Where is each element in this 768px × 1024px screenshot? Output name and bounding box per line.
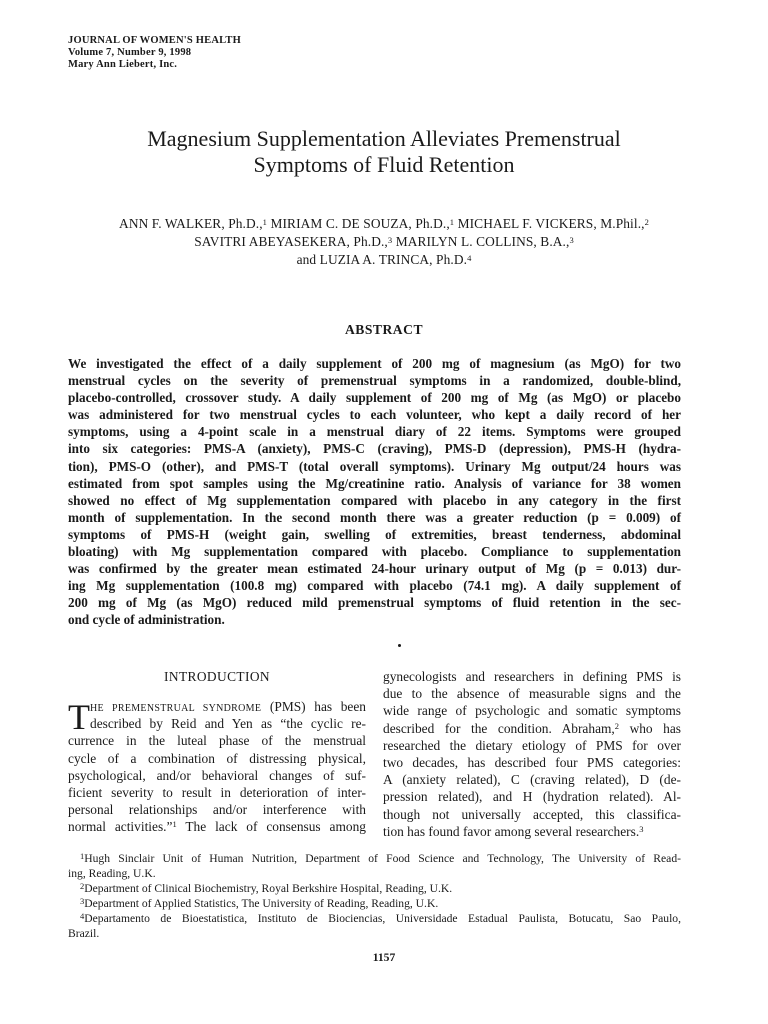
footnote-1 — [68, 851, 681, 866]
abstract-line: showed no effect of Mg supplementation compared with placebo in any category in the first — [68, 492, 681, 508]
affiliation-mark: 2 — [644, 217, 649, 227]
affiliation-mark: 1 — [449, 217, 455, 227]
intro-text: normal activities.” — [68, 819, 173, 835]
intro-opening — [68, 697, 366, 737]
footnote-mark: 2 — [80, 881, 85, 891]
title-line-1: Magnesium Supplementation Alleviates Premenstrual — [147, 126, 621, 151]
abstract-line: was confirmed by the greater mean estimated 24-hour urinary output of Mg (p = 0.013) dur- — [68, 561, 681, 577]
intro-line: psychological, and/or behavioral changes of suf- — [68, 767, 366, 783]
abstract-line: symptoms of PMS-H (weight gain, swelling of extremities, breast tenderness, abdominal — [68, 526, 681, 542]
author-abeyasekera: SAVITRI ABEYASEKERA, Ph.D., — [194, 234, 388, 249]
abstract-line: ing Mg supplementation (100.8 mg) compared with placebo (74.1 mg). A daily supplement of — [68, 578, 681, 594]
footnote-text: Department of Clinical Biochemistry, Royal Berkshire Hospital, Reading, U.K. — [84, 882, 453, 895]
intro-text: who has — [619, 720, 682, 736]
affiliation-mark: 3 — [387, 235, 393, 245]
author-de-souza: MIRIAM C. DE SOUZA, Ph.D., — [270, 216, 450, 231]
intro-text: The lack of consensus among — [176, 819, 366, 835]
intro-line-rest: (PMS) has been — [269, 699, 366, 714]
footnotes — [68, 851, 681, 941]
intro-line: described by Reid and Yen as “the cyclic re- — [90, 716, 366, 732]
abstract-line: was administered for two menstrual cycles to each volunteer, who kept a daily record of her — [68, 407, 681, 423]
footnote-1-cont: ing, Reading, U.K. — [68, 867, 156, 880]
intro-line: A (anxiety related), C (craving related), D (de- — [383, 772, 681, 788]
intro-line: wide range of psychologic and somatic symptoms — [383, 703, 681, 719]
intro-line — [68, 698, 366, 715]
journal-name: JOURNAL OF WOMEN'S HEALTH — [68, 35, 241, 46]
author-trinca: and LUZIA A. TRINCA, Ph.D. — [296, 252, 468, 267]
small-caps-text: HE PREMENSTRUAL SYNDROME — [90, 703, 262, 714]
abstract-line: estimated from spot samples using the Mg/creatinine ratio. Analysis of variance for 38 women — [68, 475, 681, 491]
footnote-text: Hugh Sinclair Unit of Human Nutrition, Department of Food Science and Technology, The University of Read- — [84, 852, 681, 865]
journal-publisher: Mary Ann Liebert, Inc. — [68, 59, 178, 70]
author-line-2 — [40, 233, 728, 251]
intro-line: gynecologists and researchers in defining PMS is — [383, 669, 681, 684]
title-line-2: Symptoms of Fluid Retention — [253, 152, 515, 177]
page-number: 1157 — [372, 951, 396, 964]
author-collins: MARILYN L. COLLINS, B.A., — [395, 234, 570, 249]
column-left — [68, 668, 366, 836]
footnote-mark: 3 — [80, 896, 85, 906]
intro-line: personal relationships and/or interference with — [68, 802, 366, 818]
journal-volume: Volume 7, Number 9, 1998 — [68, 47, 192, 58]
author-list — [40, 215, 728, 269]
footnote-4-cont: Brazil. — [68, 927, 100, 940]
abstract-line: into six categories: PMS-A (anxiety), PMS-C (craving), PMS-D (depression), PMS-H (hydra- — [68, 441, 681, 457]
abstract-line: bloating) with Mg supplementation compared with placebo. Compliance to supplementation — [68, 544, 681, 560]
abstract-heading: ABSTRACT — [344, 322, 424, 337]
affiliation-mark: 1 — [262, 217, 268, 227]
intro-text: described for the condition. Abraham, — [383, 720, 615, 736]
abstract-line: placebo-controlled, crossover study. A daily supplement of 200 mg of Mg (as MgO) or placebo — [68, 390, 681, 406]
journal-header — [68, 35, 241, 71]
abstract-line: month of supplementation. In the second month there was a greater reduction (p = 0.009) of — [68, 509, 681, 525]
introduction-heading: INTRODUCTION — [164, 669, 270, 684]
author-line-1 — [40, 215, 728, 233]
drop-cap: T — [68, 697, 90, 737]
paper-title — [40, 126, 728, 178]
abstract-line: 200 mg of Mg (as MgO) reduced mild premenstrual symptoms of fluid retention in the sec- — [68, 595, 681, 611]
author-line-3 — [40, 251, 728, 269]
footnote-3 — [68, 896, 681, 911]
intro-line: ficient severity to result in deterioration of inter- — [68, 784, 366, 800]
abstract-line: menstrual cycles on the severity of premenstrual symptoms in a randomized, double-blind, — [68, 373, 681, 389]
intro-line — [383, 720, 681, 737]
intro-line: two decades, has described four PMS categories: — [383, 754, 681, 770]
author-walker: ANN F. WALKER, Ph.D., — [119, 216, 263, 231]
footnote-text: Department of Applied Statistics, The University of Reading, Reading, U.K. — [84, 897, 439, 910]
affiliation-mark: 3 — [569, 235, 574, 245]
intro-line — [383, 823, 681, 840]
abstract-line: We investigated the effect of a daily supplement of 200 mg of magnesium (as MgO) for two — [68, 356, 681, 371]
intro-text: tion has found favor among several researchers. — [383, 823, 640, 839]
footnote-mark: 4 — [80, 911, 85, 921]
author-vickers: MICHAEL F. VICKERS, M.Phil., — [457, 216, 645, 231]
reference-mark: 3 — [639, 823, 644, 834]
footnote-4 — [68, 911, 681, 926]
footnote-mark: 1 — [80, 851, 85, 861]
affiliation-mark: 4 — [467, 253, 472, 263]
intro-line — [68, 818, 366, 835]
intro-line: pression related), and H (hydration related). Al- — [383, 789, 681, 805]
intro-line: though not universally accepted, this classifica- — [383, 806, 681, 822]
abstract-line: symptoms, using a 4-point scale in a menstrual diary of 22 items. Symptoms were grouped — [68, 424, 681, 440]
reference-mark: 1 — [172, 819, 177, 830]
intro-line: due to the absence of measurable signs and the — [383, 686, 681, 702]
column-right — [383, 668, 681, 840]
separator-dot — [398, 644, 401, 647]
reference-mark: 2 — [614, 720, 620, 731]
footnote-2 — [68, 881, 681, 896]
abstract-line: tion), PMS-O (other), and PMS-T (total overall symptoms). Urinary Mg output/24 hours was — [68, 458, 681, 474]
abstract-body — [68, 355, 681, 629]
footnote-text: Departamento de Bioestatistica, Instituto de Biociencias, Universidade Estadual Paulista, Botucatu, Sao Paulo, — [84, 912, 681, 925]
intro-line: researched the dietary etiology of PMS for over — [383, 737, 681, 753]
abstract-line: ond cycle of administration. — [68, 612, 225, 628]
intro-line: currence in the luteal phase of the menstrual — [68, 733, 366, 749]
intro-line: cycle of a combination of distressing physical, — [68, 750, 366, 766]
